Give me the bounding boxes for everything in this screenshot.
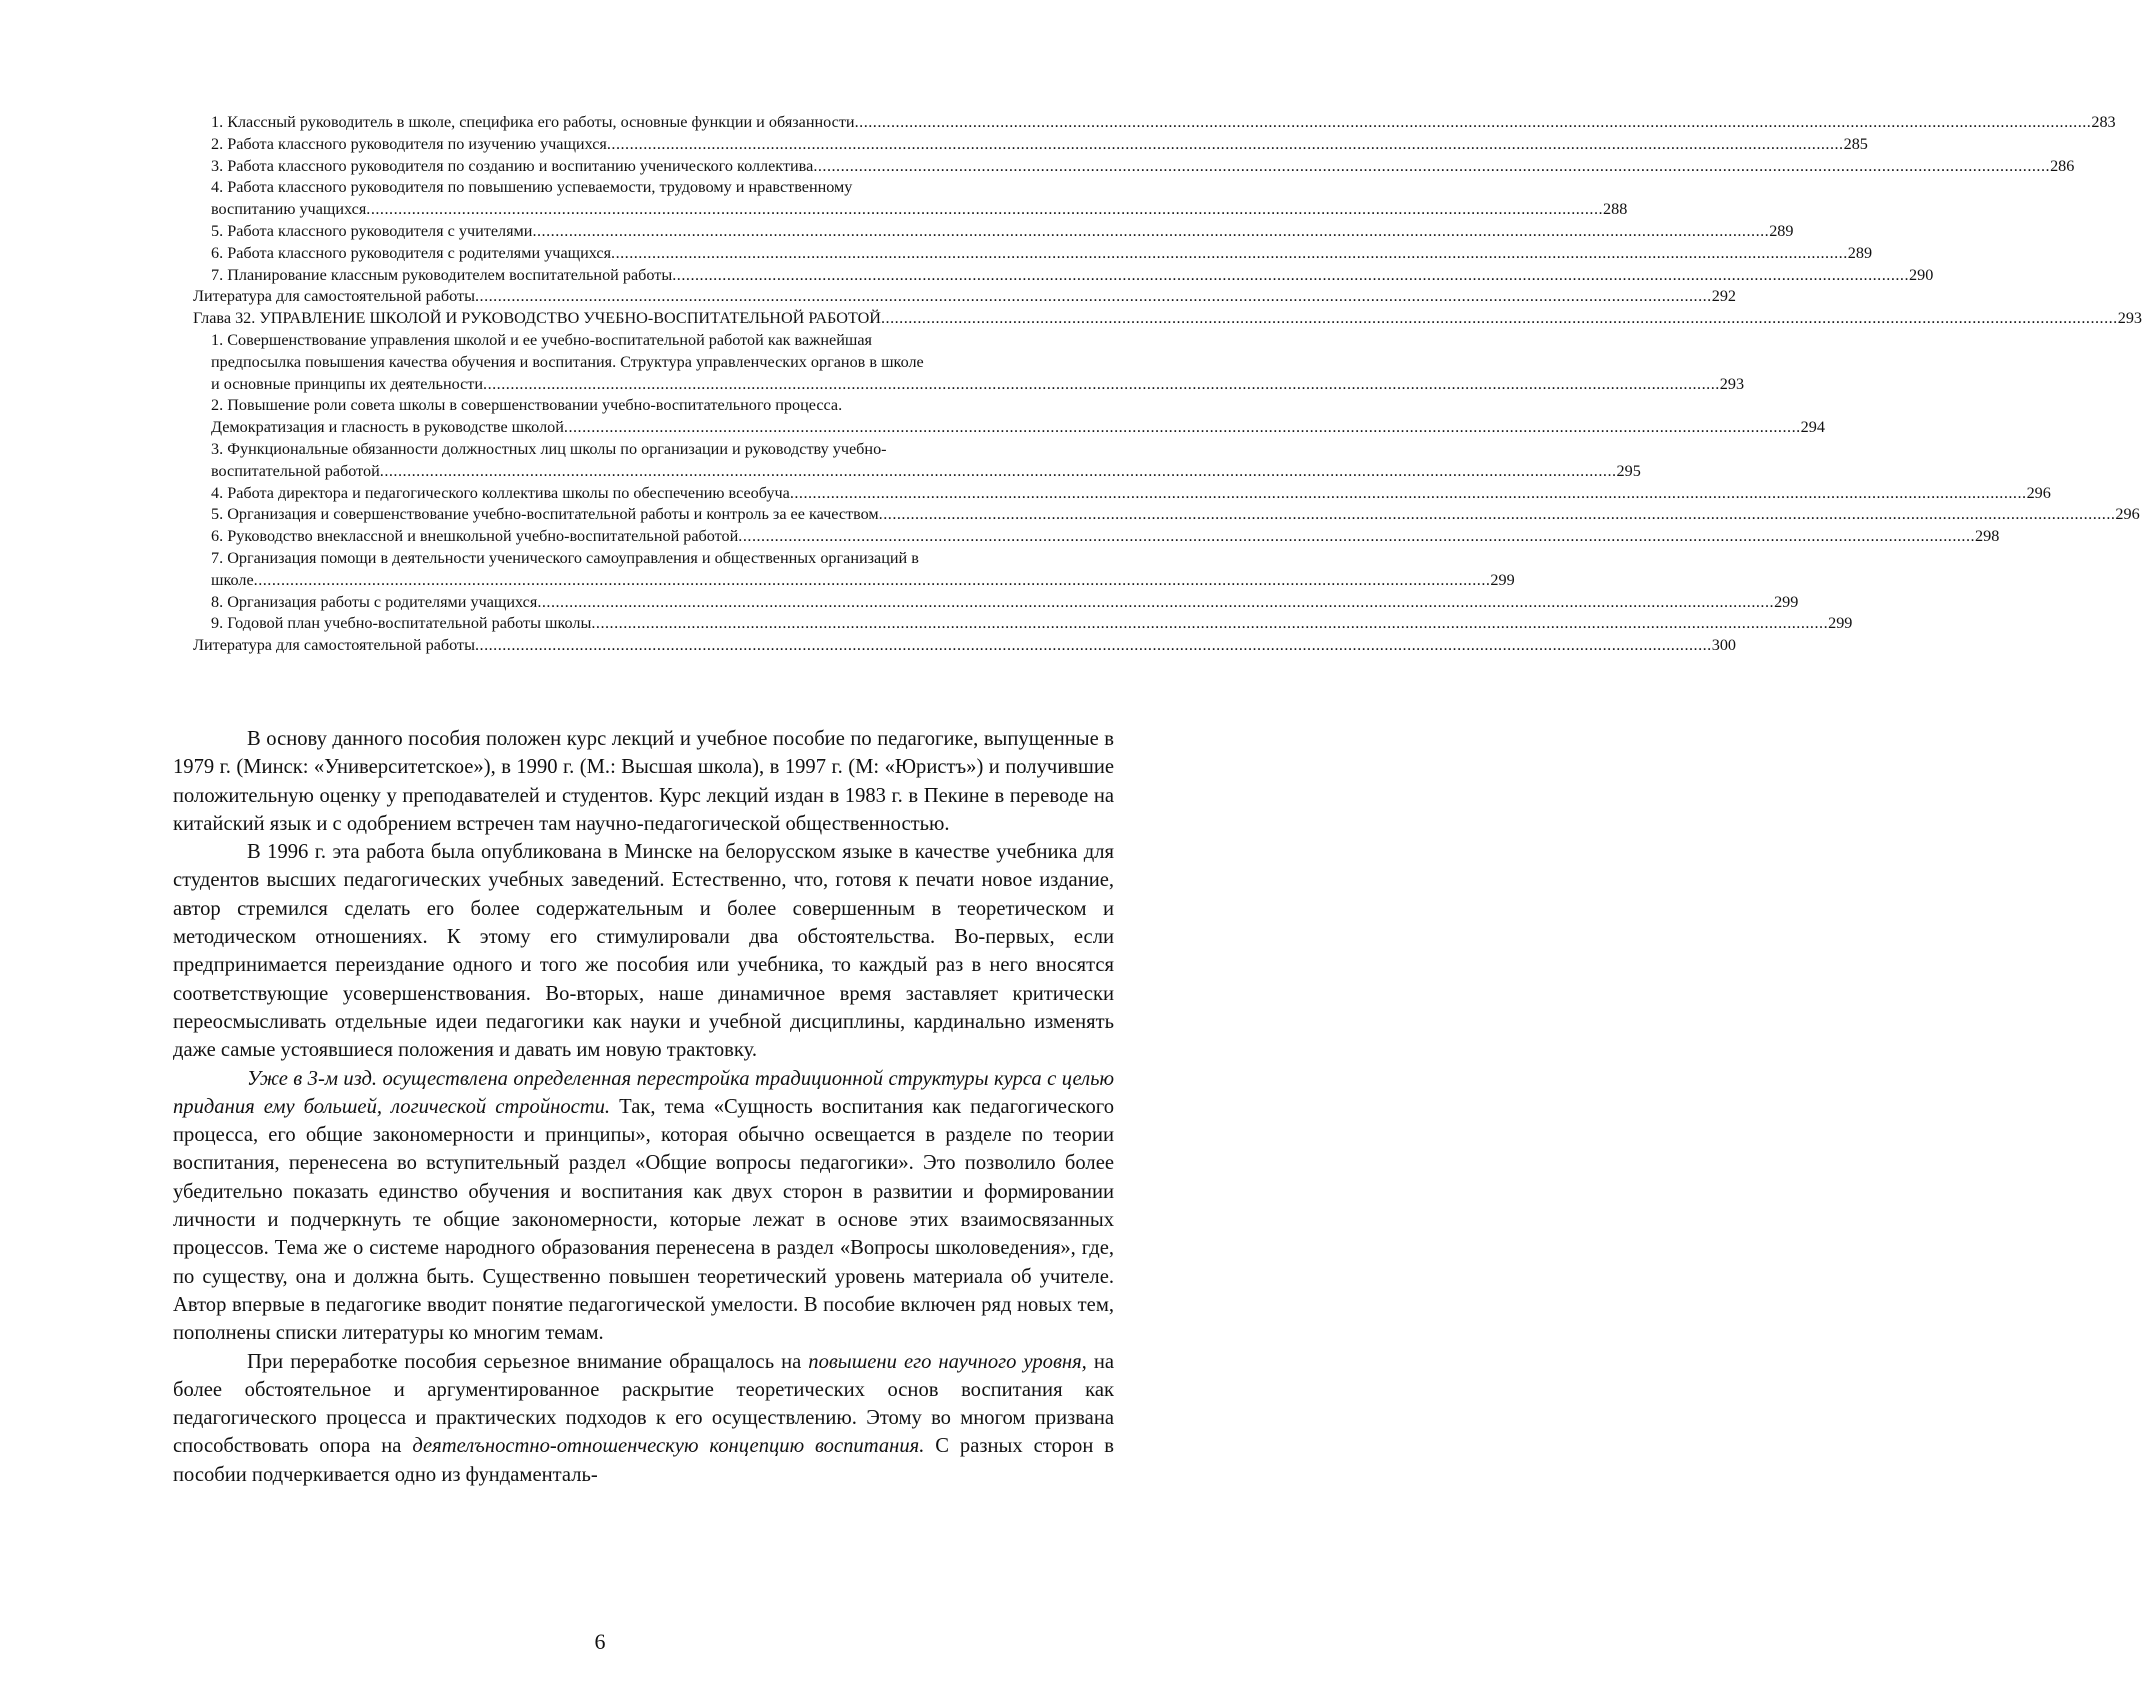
page-number: 6 <box>594 1629 606 1654</box>
body-text <box>173 725 1114 1489</box>
toc-leader-dots <box>855 112 2092 134</box>
toc-entry-title: школе <box>211 570 254 589</box>
paragraph-2: В 1996 г. эта работа была опубликована в Минске на белорусском языке в качестве учебника для студентов высших педагогических учебных заведений. Естественно, что, готовя к печати новое издание, автор стремился сделать его более содержательным и более совершенным в теоретическом и методическом отношениях. К этому его стимулировали два обстоятельства. Во-первых, если предпринимается переиздание одного и того же пособия или учебника, то каждый раз в него вносятся соответствующие усовершенствования. Во-вторых, наше динамичное время заставляет критически переосмысливать отдельные идеи педагогики как науки и учебной дисциплины, кардинально изменять даже самые устоявшиеся положения и давать им новую трактовку. <box>173 841 1114 1062</box>
toc-entry-page: 296 <box>2115 505 2140 524</box>
toc-entry-page: 292 <box>1711 287 1736 306</box>
toc-entry-title: Литература для самостоятельной работы <box>193 287 475 306</box>
toc-entry-title: воспитанию учащихся <box>211 200 367 219</box>
toc-entry-title: Литература для самостоятельной работы <box>193 636 475 655</box>
toc-entry-title: предпосылка повышения качества обучения и воспитания. Структура управленческих органов в школе <box>211 352 924 371</box>
toc-entry <box>211 177 1113 199</box>
paragraph-4-italic-d: деятелъностно-отношенческую концепцию воспитания. <box>412 1435 925 1458</box>
toc-entry-title: 4. Работа директора и педагогического коллектива школы по обеспечению всеобуча <box>211 483 790 502</box>
toc-entry <box>193 286 1736 308</box>
toc-entry-page: 286 <box>2050 156 2075 175</box>
paragraph-3-italic: Уже в 3-м изд. осуществлена определенная перестройка традиционной структуры курса с целью придания ему большей, логической стройности. <box>173 1067 1114 1118</box>
toc-entry-title: Глава 32. УПРАВЛЕНИЕ ШКОЛОЙ И РУКОВОДСТВО УЧЕБНО-ВОСПИТАТЕЛЬНОЙ РАБОТОЙ <box>193 309 881 328</box>
toc-entry-page: 294 <box>1800 418 1825 437</box>
toc-entry-title: 5. Организация и совершенствование учебно-воспитательной работы и контроль за ее качеством <box>211 505 879 524</box>
toc-entry <box>211 504 2140 526</box>
toc-leader-dots <box>881 308 2118 330</box>
paragraph-1: В основу данного пособия положен курс лекций и учебное пособие по педагогике, выпущенные в 1979 г. (Минск: «Университетское»), в 1990 г. (М.: Высшая школа), в 1997 г. (М: «Юристъ») и получившие положительную оценку у преподавателей и студентов. Курс лекций издан в 1983 г. в Пекине в переводе на китайский язык и с одобрением встречен там научно-педагогической общественностью. <box>173 728 1114 835</box>
toc-entry-page: 288 <box>1603 200 1628 219</box>
toc-leader-dots <box>672 265 1909 287</box>
toc-entry <box>211 570 1515 592</box>
toc-entry <box>211 613 1853 635</box>
toc-entry <box>211 221 1794 243</box>
paragraph-3 <box>173 1065 1114 1348</box>
toc-entry <box>211 243 1873 265</box>
toc-entry-page: 285 <box>1843 134 1868 153</box>
toc-leader-dots <box>537 592 1774 614</box>
toc-entry-title: 2. Работа классного руководителя по изучению учащихся <box>211 134 607 153</box>
paragraph-4-text-a: При переработке пособия серьезное внимание обращалось на <box>247 1350 809 1373</box>
toc-leader-dots <box>254 570 1491 592</box>
toc-entry-title: 5. Работа классного руководителя с учителями <box>211 221 533 240</box>
paragraph-3-text: Так, тема «Сущность воспитания как педагогического процесса, его общие закономерности и принципы», которая обычно освещается в разделе по теории воспитания, перенесена во вступительный раздел «Общие вопросы педагогики». Это позволило более убедительно показать единство обучения и воспитания как двух сторон в развитии и формировании личности и подчеркнуть те общие закономерности, которые лежат в основе этих взаимосвязанных процессов. Тема же о системе народного образования перенесена в раздел «Вопросы школоведения», где, по существу, она и должна быть. Существенно повышен теоретический уровень материала об учителе. Автор впервые в педагогике вводит понятие педагогической умелости. В пособие включен ряд новых тем, пополнены списки литературы ко многим темам. <box>173 1095 1115 1345</box>
toc-entry-page: 299 <box>1828 614 1853 633</box>
toc-leader-dots <box>813 156 2050 178</box>
toc-entry-page: 296 <box>2026 483 2051 502</box>
toc-entry-title: 6. Руководство внеклассной и внешкольной учебно-воспитательной работой <box>211 527 739 546</box>
toc-entry-title: 2. Повышение роли совета школы в совершенствовании учебно-воспитательного процесса. <box>211 396 843 415</box>
toc-entry-page: 295 <box>1616 461 1641 480</box>
toc-entry <box>211 461 1641 483</box>
toc-entry-title: 1. Совершенствование управления школой и ее учебно-воспитательной работой как важнейшая <box>211 330 872 349</box>
toc-entry-title: 3. Функциональные обязанности должностных лиц школы по организации и руководству учебно- <box>211 439 887 458</box>
toc-entry-title: 3. Работа классного руководителя по созданию и воспитанию ученического коллектива <box>211 156 814 175</box>
toc-entry-title: 4. Работа классного руководителя по повышению успеваемости, трудовому и нравственному <box>211 178 853 197</box>
toc-entry <box>211 439 1113 461</box>
toc-leader-dots <box>532 221 1769 243</box>
paragraph-4-italic-b: повышени его научного уровня, <box>808 1350 1087 1373</box>
toc-entry <box>193 635 1736 657</box>
toc-entry-page: 293 <box>1719 374 1745 393</box>
toc-entry-page: 289 <box>1769 221 1794 240</box>
toc-entry <box>211 374 1745 396</box>
toc-entry-page: 289 <box>1847 243 1873 262</box>
toc-leader-dots <box>366 199 1603 221</box>
toc-entry <box>211 483 2051 505</box>
toc-entry-title: воспитательной работой <box>211 461 380 480</box>
toc-leader-dots <box>611 243 1848 265</box>
toc-entry-title: 6. Работа классного руководителя с родителями учащихся <box>211 243 612 262</box>
toc-entry <box>211 352 1113 374</box>
toc-entry <box>211 548 1113 570</box>
toc-entry-title: 7. Организация помощи в деятельности ученического самоуправления и общественных организаций в <box>211 548 919 567</box>
toc-entry-page: 299 <box>1490 570 1515 589</box>
table-of-contents <box>193 112 2142 657</box>
toc-entry <box>211 112 2116 134</box>
toc-leader-dots <box>738 526 1975 548</box>
paragraph-4-text-c: на более обстоятельное и аргументированное раскрытие теоретических основ воспитания как педагогического процесса и практических подходов к его осуществлению. Этому во многом призвана способствовать опора на <box>173 1350 1114 1458</box>
toc-entry-page: 298 <box>1975 527 2000 546</box>
toc-entry <box>211 417 1825 439</box>
toc-leader-dots <box>564 417 1801 439</box>
paragraph-4-text-e: С разных сторон в пособии подчеркивается одно из фундаменталь- <box>173 1435 1114 1486</box>
toc-leader-dots <box>607 134 1844 156</box>
toc-entry <box>211 265 1934 287</box>
toc-entry <box>211 330 1113 352</box>
toc-entry-page: 290 <box>1909 265 1934 284</box>
toc-entry-page: 283 <box>2091 113 2116 131</box>
toc-leader-dots <box>475 286 1712 308</box>
toc-leader-dots <box>591 613 1828 635</box>
toc-entry <box>193 308 2142 330</box>
toc-leader-dots <box>475 635 1712 657</box>
toc-entry <box>211 592 1799 614</box>
toc-entry-title: 7. Планирование классным руководителем воспитательной работы <box>211 265 673 284</box>
toc-entry-title: 8. Организация работы с родителями учащихся <box>211 592 538 611</box>
paragraph-4 <box>173 1348 1114 1489</box>
toc-entry-title: 9. Годовой план учебно-воспитательной работы школы <box>211 614 592 633</box>
toc-entry <box>211 134 1868 156</box>
toc-entry-page: 299 <box>1774 592 1799 611</box>
toc-leader-dots <box>879 504 2116 526</box>
toc-entry <box>211 199 1628 221</box>
toc-entry <box>211 395 1113 417</box>
toc-entry-title: 1. Классный руководитель в школе, специфика его работы, основные функции и обязанности <box>211 113 855 131</box>
toc-leader-dots <box>790 483 2027 505</box>
toc-entry <box>211 526 2000 548</box>
toc-entry-title: и основные принципы их деятельности <box>211 374 484 393</box>
toc-entry-page: 300 <box>1711 636 1736 655</box>
toc-leader-dots <box>380 461 1617 483</box>
toc-entry-page: 293 <box>2117 309 2142 328</box>
toc-leader-dots <box>483 374 1720 396</box>
toc-entry <box>211 156 2075 178</box>
toc-entry-title: Демократизация и гласность в руководстве школой <box>211 418 564 437</box>
